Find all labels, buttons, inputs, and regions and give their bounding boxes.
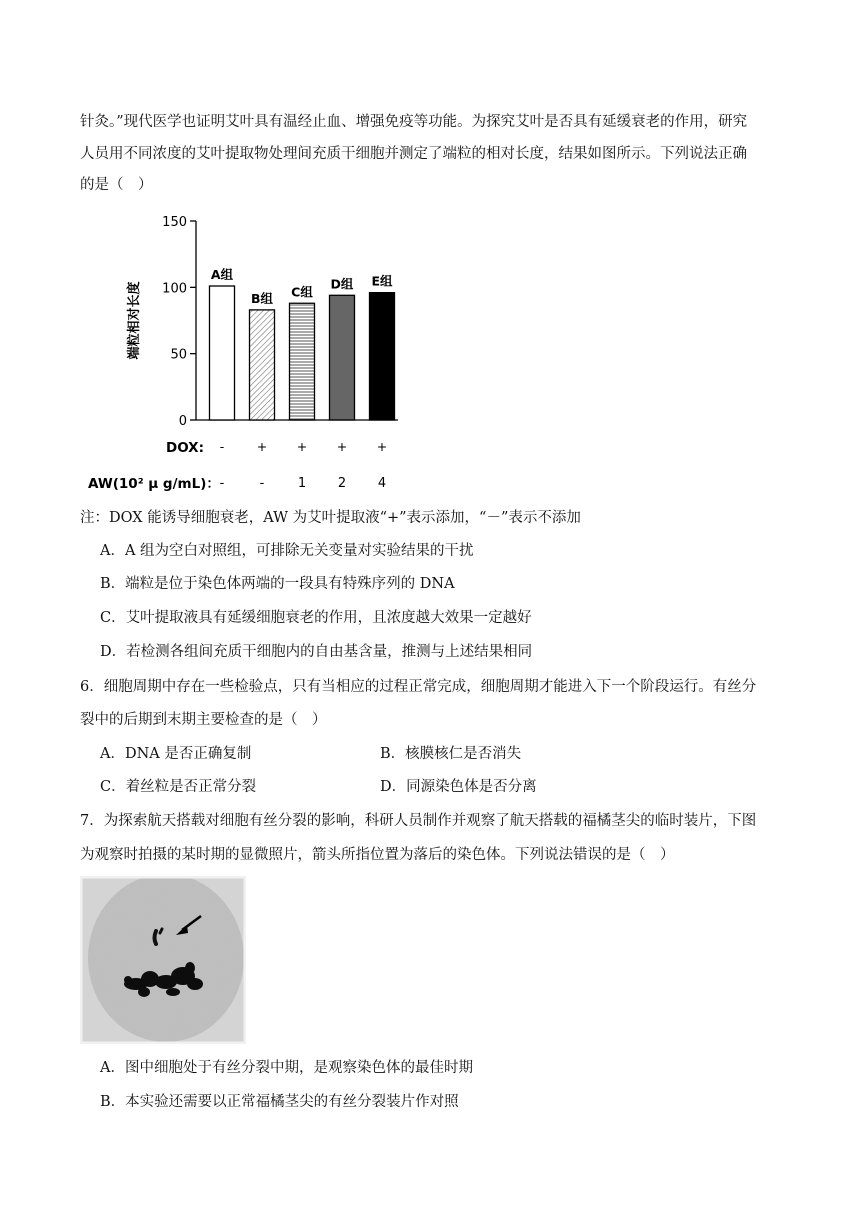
- q6-option-d: D．同源染色体是否分离: [380, 779, 537, 795]
- aw-row-label: AW(10² μ g/mL)：: [88, 476, 220, 492]
- y-axis-label: 端粒相对长度: [127, 281, 142, 360]
- q5-option-c: C．艾叶提取液具有延缓细胞衰老的作用，且浓度越大效果一定越好: [100, 610, 532, 626]
- q6-option-a: A．DNA 是否正确复制: [100, 746, 252, 762]
- intro-line-1: 针灸。”现代医学也证明艾叶具有温经止血、增强免疫等功能。为探究艾叶是否具有延缓衰老的作用，研究: [80, 114, 748, 130]
- bar-3: [330, 295, 355, 420]
- y-tick-label: 0: [178, 414, 187, 429]
- aw-value: 2: [337, 476, 347, 491]
- y-tick-label: 50: [170, 347, 187, 363]
- intro-line-2: 人员用不同浓度的艾叶提取物处理间充质干细胞并测定了端粒的相对长度，结果如图所示。下列说法正确: [80, 145, 747, 162]
- intro-paragraph: [80, 107, 785, 202]
- micrograph-image: [80, 876, 246, 1044]
- q7-stem-line-1: 7．为探索航天搭载对细胞有丝分裂的影响，科研人员制作并观察了航天搭载的福橘茎尖的临时装片，下图: [80, 813, 757, 829]
- bar-label: C组: [291, 284, 313, 300]
- q6-option-c: C．着丝粒是否正常分裂: [100, 779, 257, 795]
- bar-label: A组: [210, 267, 234, 283]
- treatment-rows: [88, 439, 387, 492]
- q5-option-d: D．若检测各组间充质干细胞内的自由基含量，推测与上述结果相同: [100, 644, 533, 660]
- bar-1: [250, 310, 275, 420]
- bar-2: [290, 303, 315, 420]
- bars: [210, 286, 395, 420]
- q7-stem-line-2: 为观察时拍摄的某时期的显微照片，箭头所指位置为落后的染色体。下列说法错误的是（ ）: [80, 847, 675, 863]
- bar-labels: [211, 267, 393, 306]
- bar-4: [370, 293, 395, 420]
- q6-stem-line-2: 裂中的后期到末期主要检查的是（ ）: [80, 712, 327, 728]
- dox-value: +: [336, 439, 348, 454]
- y-tick-label: 100: [162, 281, 187, 297]
- dox-value: -: [219, 439, 225, 454]
- telomere-bar-chart: [80, 205, 440, 495]
- aw-value: 1: [297, 476, 307, 491]
- bar-label: B组: [250, 290, 274, 306]
- lagging-chromosome: [155, 931, 157, 944]
- bar-label: E组: [371, 273, 393, 289]
- dox-value: +: [296, 439, 308, 454]
- dox-value: +: [376, 439, 388, 454]
- chart-note: 注：DOX 能诱导细胞衰老，AW 为艾叶提取液“+”表示添加，“－”表示不添加: [80, 510, 581, 526]
- dox-row-label: DOX:: [165, 440, 204, 456]
- y-tick-label: 150: [162, 215, 187, 230]
- intro-line-3: 的是（ ）: [80, 177, 153, 193]
- dox-value: +: [256, 439, 268, 454]
- bar-0: [210, 286, 235, 420]
- q7-option-a: A．图中细胞处于有丝分裂中期，是观察染色体的最佳时期: [100, 1060, 473, 1076]
- bar-label: D组: [330, 276, 354, 292]
- aw-value: 4: [377, 476, 387, 491]
- q6-stem-line-1: 6．细胞周期中存在一些检验点，只有当相应的过程正常完成，细胞周期才能进入下一个阶段运行。有丝分: [80, 679, 757, 695]
- q7-option-b: B．本实验还需要以正常福橘茎尖的有丝分裂装片作对照: [100, 1094, 459, 1110]
- q5-option-b: B．端粒是位于染色体两端的一段具有特殊序列的 DNA: [100, 576, 455, 592]
- q5-option-a: A．A 组为空白对照组，可排除无关变量对实验结果的干扰: [100, 543, 474, 559]
- q6-option-b: B．核膜核仁是否消失: [380, 746, 522, 762]
- aw-value: -: [259, 476, 265, 491]
- aw-value: -: [219, 476, 225, 491]
